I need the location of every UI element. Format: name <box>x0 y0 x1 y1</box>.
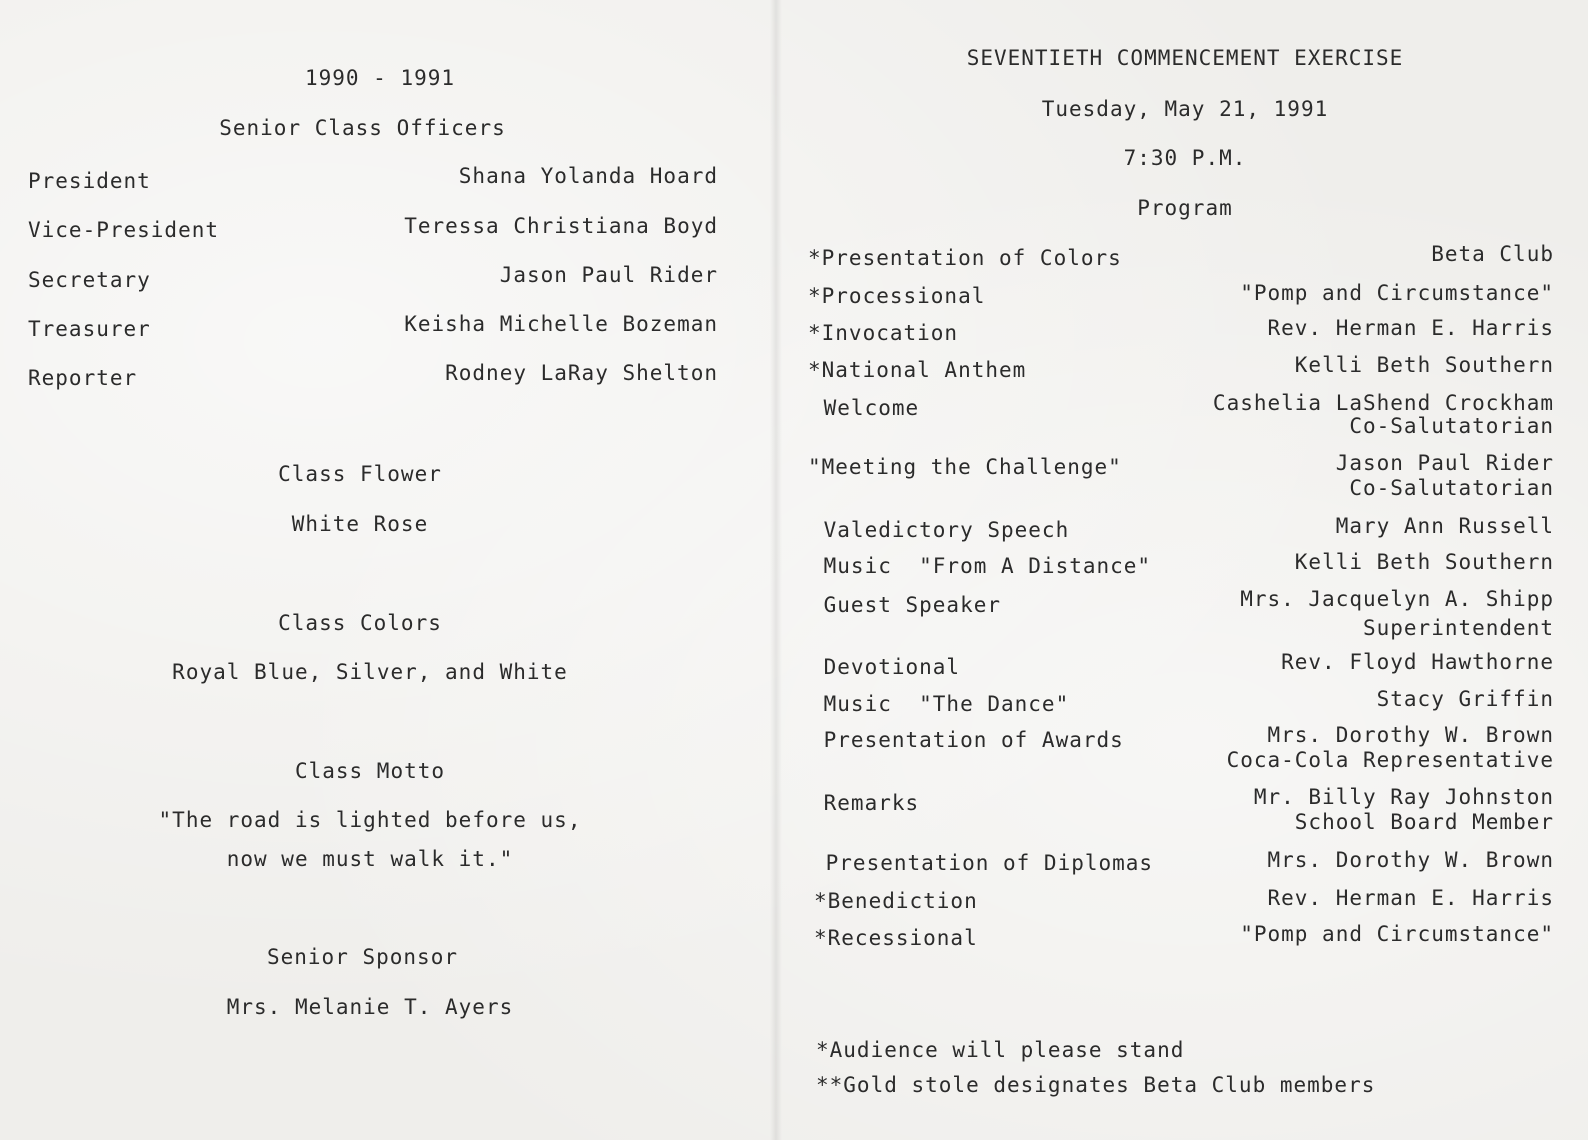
colors-heading: Class Colors <box>278 611 442 635</box>
class-colors: Royal Blue, Silver, and White <box>172 660 568 684</box>
program-item: *Benediction <box>814 889 978 913</box>
officer-role: President <box>28 169 151 193</box>
right-panel <box>782 0 1588 1140</box>
program-item: Music "The Dance" <box>810 692 1070 716</box>
program-participant-title: Co-Salutatorian <box>1349 476 1554 500</box>
program-participant-title: Superintendent <box>1362 616 1554 640</box>
motto-line-2: now we must walk it." <box>226 847 514 871</box>
motto-heading: Class Motto <box>294 759 446 783</box>
program-participant: Mr. Billy Ray Johnston <box>1253 785 1554 809</box>
program-participant: Mary Ann Russell <box>1335 514 1554 538</box>
program-item: Devotional <box>810 655 961 679</box>
program-participant: Mrs. Dorothy W. Brown <box>1267 723 1554 747</box>
flower-heading: Class Flower <box>278 462 442 486</box>
officer-role: Vice-President <box>28 218 220 242</box>
program-item: Presentation of Awards <box>810 728 1124 752</box>
officer-name: Rodney LaRay Shelton <box>445 361 718 385</box>
program-participant: Mrs. Dorothy W. Brown <box>1267 848 1554 872</box>
program-participant: Rev. Floyd Hawthorne <box>1281 650 1554 674</box>
program-participant: Rev. Herman E. Harris <box>1267 316 1554 340</box>
officer-name: Jason Paul Rider <box>499 263 718 287</box>
program-participant-title: Coca-Cola Representative <box>1226 748 1554 772</box>
program-item: *Invocation <box>808 321 959 345</box>
program-participant: Kelli Beth Southern <box>1294 353 1554 377</box>
program-item: Presentation of Diplomas <box>812 851 1154 875</box>
program-item: *National Anthem <box>808 358 1027 382</box>
program-participant-title: School Board Member <box>1294 810 1554 834</box>
program-item: *Processional <box>808 284 986 308</box>
program-item: Welcome <box>810 396 920 420</box>
program-participant: Mrs. Jacquelyn A. Shipp <box>1240 587 1554 611</box>
program-participant: Jason Paul Rider <box>1335 451 1554 475</box>
program-item: Guest Speaker <box>810 593 1002 617</box>
paper-fold <box>770 0 782 1140</box>
program-participant: "Pomp and Circumstance" <box>1240 922 1554 946</box>
left-panel <box>0 0 770 1140</box>
program-participant: Stacy Griffin <box>1376 687 1554 711</box>
motto-line-1: "The road is lighted before us, <box>158 808 582 832</box>
program-item: Remarks <box>810 791 920 815</box>
sponsor-heading: Senior Sponsor <box>266 945 458 969</box>
program-item: *Presentation of Colors <box>808 246 1122 270</box>
program-participant: Rev. Herman E. Harris <box>1267 886 1554 910</box>
officer-role: Treasurer <box>28 317 151 341</box>
program-participant: Cashelia LaShend Crockham <box>1212 391 1554 415</box>
officer-name: Shana Yolanda Hoard <box>458 164 718 188</box>
class-flower: White Rose <box>291 512 429 536</box>
program-participant: "Pomp and Circumstance" <box>1240 281 1554 305</box>
program-participant-title: Co-Salutatorian <box>1349 414 1554 438</box>
footnote-audience: *Audience will please stand <box>816 1038 1185 1062</box>
program-participant: Beta Club <box>1431 242 1554 266</box>
ceremony-title: SEVENTIETH COMMENCEMENT EXERCISE <box>966 46 1404 70</box>
class-year: 1990 - 1991 <box>304 66 456 90</box>
officer-role: Secretary <box>28 268 151 292</box>
program-item: Music "From A Distance" <box>810 554 1152 578</box>
program-heading: Program <box>1137 196 1233 220</box>
officers-heading: Senior Class Officers <box>219 116 506 140</box>
sponsor-name: Mrs. Melanie T. Ayers <box>226 995 514 1019</box>
officer-name: Keisha Michelle Bozeman <box>404 312 718 336</box>
program-item: "Meeting the Challenge" <box>808 455 1122 479</box>
ceremony-time: 7:30 P.M. <box>1123 146 1247 170</box>
footnote-gold-stole: **Gold stole designates Beta Club members <box>816 1073 1376 1097</box>
officer-role: Reporter <box>28 366 138 390</box>
program-participant: Kelli Beth Southern <box>1294 550 1554 574</box>
ceremony-date: Tuesday, May 21, 1991 <box>1041 97 1329 121</box>
officer-name: Teressa Christiana Boyd <box>404 214 718 238</box>
program-item: *Recessional <box>814 926 978 950</box>
program-item: Valedictory Speech <box>810 518 1070 542</box>
